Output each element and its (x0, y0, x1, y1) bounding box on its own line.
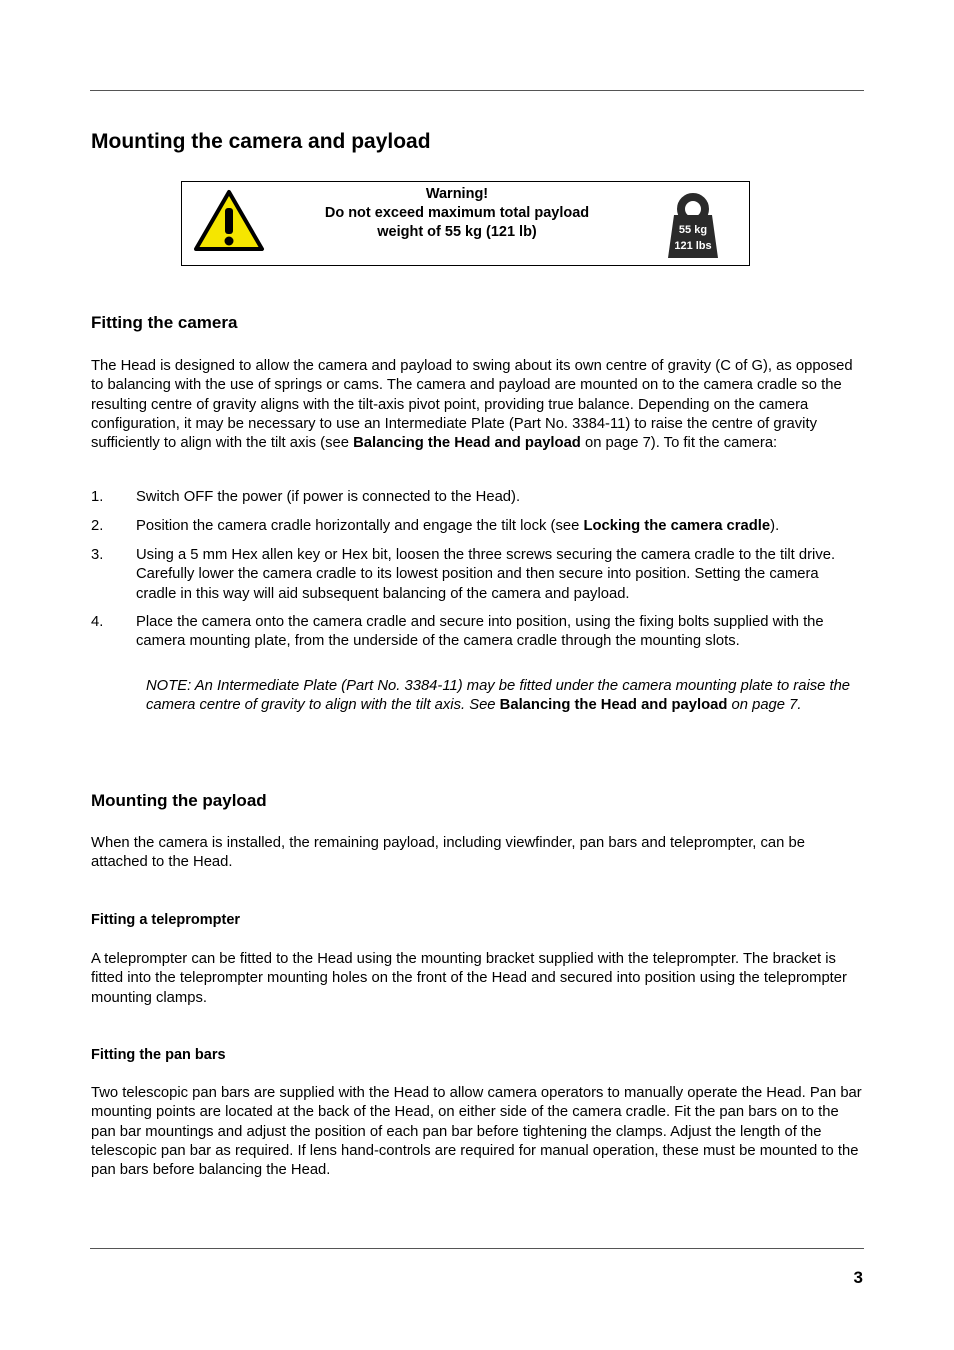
warning-triangle-icon (193, 189, 265, 252)
warning-line-1: Do not exceed maximum total payload (324, 205, 590, 221)
step-number: 3. (91, 547, 104, 563)
step-text: Using a 5 mm Hex allen key or Hex bit, loosen the three screws securing the camera cradle to the tilt drive. Carefully lower the camera cradle to its lowest position and then secure into position. Setting the camera cradle in this way will aid subsequent balancing of the camera and payload. (136, 547, 836, 602)
note-text: NOTE: An Intermediate Plate (Part No. 3384-11) may be fitted under the camera mounting plate to raise the camera centre of gravity to align with the tilt axis. See (146, 678, 851, 714)
intro-text-end: on page 7). To fit the camera: (580, 435, 778, 452)
page-title: Mounting the camera and payload (91, 130, 431, 153)
footer-rule (90, 1248, 864, 1249)
step-xref: Locking the camera cradle (583, 518, 771, 534)
note (146, 677, 863, 716)
warning-text (292, 185, 622, 242)
step-text: Switch OFF the power (if power is connected to the Head). (136, 489, 521, 505)
note-text-end: on page 7. (727, 697, 802, 714)
step-text-b: ). (770, 518, 780, 534)
pan-bars-text: Two telescopic pan bars are supplied with the Head to allow camera operators to manually operate the Head. Pan bar mounting points are located at the back of the Head, on either side of the camera cradle. Fit the pan bars on to the pan bar mountings and adjust the position of each pan bar before tightening the clamps. Adjust the length of the telescopic pan bar as required. If lens hand-controls are required for manual operation, these must be mounted to the pan bars before balancing the Head. (91, 1085, 862, 1179)
header-rule (90, 90, 864, 91)
pan-bars-heading: Fitting the pan bars (91, 1047, 226, 1063)
weight-icon (666, 193, 720, 259)
step-number: 2. (91, 518, 104, 534)
step-number: 1. (91, 489, 104, 505)
step-text-a: Position the camera cradle horizontally and engage the tilt lock (see (136, 518, 584, 534)
teleprompter-heading: Fitting a teleprompter (91, 912, 241, 928)
mounting-payload-intro: When the camera is installed, the remaining payload, including viewfinder, pan bars and teleprompter, can be attached to the Head. (91, 835, 805, 871)
fitting-camera-heading: Fitting the camera (91, 313, 238, 332)
step-number: 4. (91, 614, 104, 630)
step-text: Place the camera onto the camera cradle and secure into position, using the fixing bolts supplied with the camera mounting plate, from the underside of the camera cradle through the mounting slots. (136, 614, 824, 650)
weight-icon-lbs: 121 lbs (674, 240, 712, 252)
warning-heading: Warning! (425, 186, 489, 202)
intro-text: The Head is designed to allow the camera and payload to swing about its own centre of gravity (C of G), as opposed to balancing with the use of springs or cams. The camera and payload are mounted on to the camera cradle so the resulting centre of gravity aligns with the tilt-axis pivot point, providing true balance. Depending on the camera configuration, it may be necessary to use an Intermediate Plate (Part No. 3384-11) to raise the centre of gravity sufficiently to align with the tilt axis (see (91, 358, 853, 452)
mounting-payload-heading: Mounting the payload (91, 791, 267, 810)
intro-xref: Balancing the Head and payload (353, 435, 581, 452)
page-number: 3 (853, 1268, 863, 1287)
note-xref: Balancing the Head and payload (499, 697, 728, 714)
step-text (136, 517, 863, 536)
weight-icon-kg: 55 kg (678, 224, 708, 236)
warning-line-2: weight of 55 kg (121 lb) (377, 224, 537, 240)
warning-box (181, 181, 750, 266)
fitting-camera-intro (91, 357, 863, 453)
teleprompter-text: A teleprompter can be fitted to the Head using the mounting bracket supplied with the teleprompter. The bracket is fitted into the teleprompter mounting holes on the front of the Head and secured into position using the teleprompter mounting clamps. (91, 951, 847, 1006)
